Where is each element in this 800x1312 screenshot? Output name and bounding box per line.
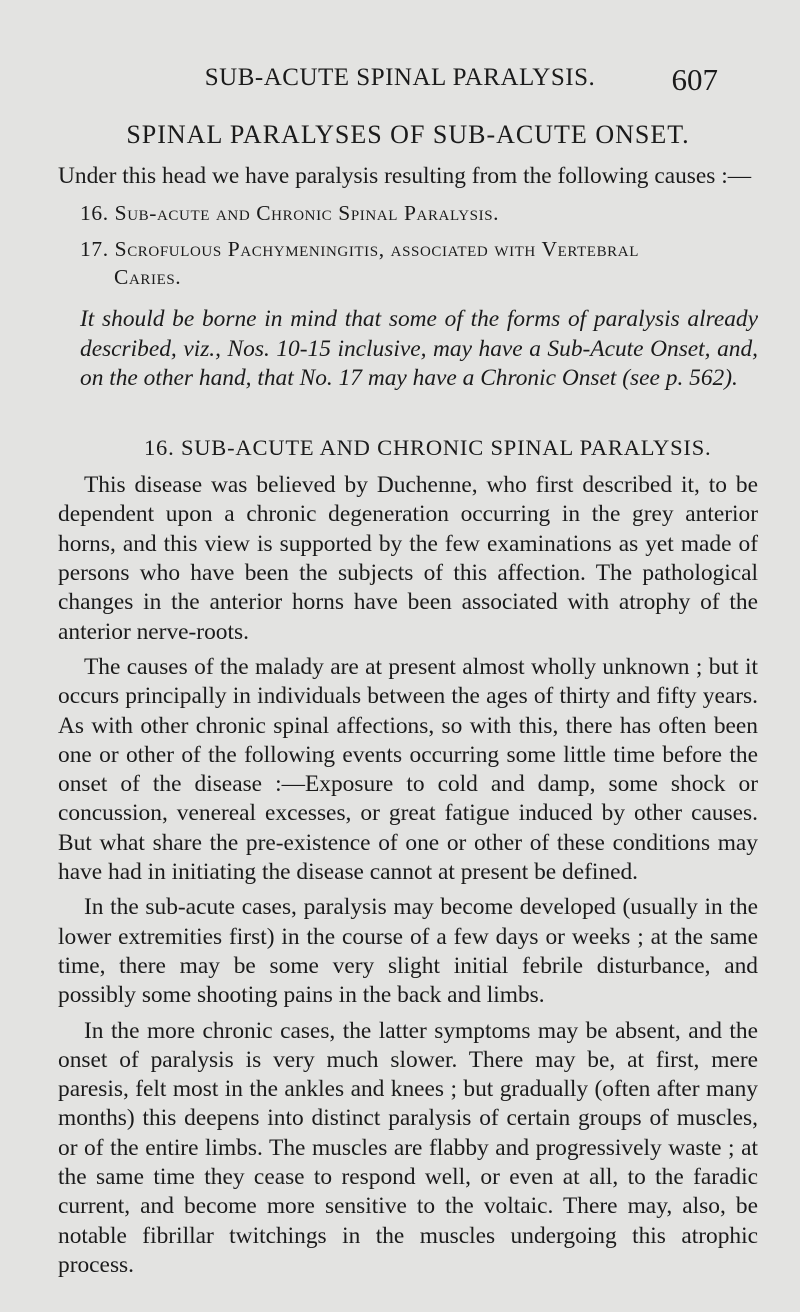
cause-17-line1: 17. Scrofulous Pachymeningitis, associated with Vertebral xyxy=(80,237,639,262)
running-header xyxy=(0,62,800,102)
paragraph: In the more chronic cases, the latter symptoms may be absent, and the onset of paralysis is very much slower. There may be, at first, mere paresis, felt most in the ankles and knees ; but gradually (often after many months) this deepens into distinct paralysis of certain groups of muscles, or of the entire limbs. The muscles are flabby and progressively waste ; at the same time they cease to respond well, or even at all, to the faradic current, and become more sensitive to the voltaic. There may, also, be notable fibrillar twitchings in the muscles undergoing this atrophic process. xyxy=(58,1017,758,1278)
italic-note: It should be borne in mind that some of the forms of paralysis already described, viz., Nos. 10-15 inclusive, may have a Sub-Acute Onset, and, on the other hand, that No. 17 may have a Chronic Onset (see p. 562). xyxy=(80,306,758,391)
cause-16: 16. Sub-acute and Chronic Spinal Paralysis. xyxy=(80,201,500,226)
page-body xyxy=(58,110,758,1280)
section-title: SPINAL PARALYSES OF SUB-ACUTE ONSET. xyxy=(126,120,690,149)
cause-17 xyxy=(80,235,758,291)
section-intro: Under this head we have paralysis resulting from the following causes :— xyxy=(58,163,752,189)
subsection-title: 16. SUB-ACUTE AND CHRONIC SPINAL PARALYSIS. xyxy=(144,435,712,461)
running-title: SUB-ACUTE SPINAL PARALYSIS. xyxy=(204,64,596,91)
cause-17-line2: Caries. xyxy=(114,265,182,290)
page-number: 607 xyxy=(671,62,718,97)
paragraph: The causes of the malady are at present almost wholly unknown ; but it occurs principally in individuals between the ages of thirty and fifty years. As with other chronic spinal affections, so with this, there has often been one or other of the following events occurring some little time before the onset of the disease :—Exposure to cold and damp, some shock or concussion, venereal excesses, or great fatigue induced by other causes. But what share the pre-existence of one or other of these conditions may have had in initiating the disease cannot at present be defined. xyxy=(58,653,758,886)
paragraph: In the sub-acute cases, paralysis may become developed (usually in the lower extremities first) in the course of a few days or weeks ; at the same time, there may be some very slight initial febrile disturbance, and possibly some shooting pains in the back and limbs. xyxy=(58,894,758,1009)
paragraph: This disease was believed by Duchenne, who first described it, to be dependent upon a chronic degeneration occurring in the grey anterior horns, and this view is supported by the few examinations as yet made of persons who have been the subjects of this affection. The pathological changes in the anterior horns have been associated with atrophy of the anterior nerve-roots. xyxy=(58,472,758,645)
